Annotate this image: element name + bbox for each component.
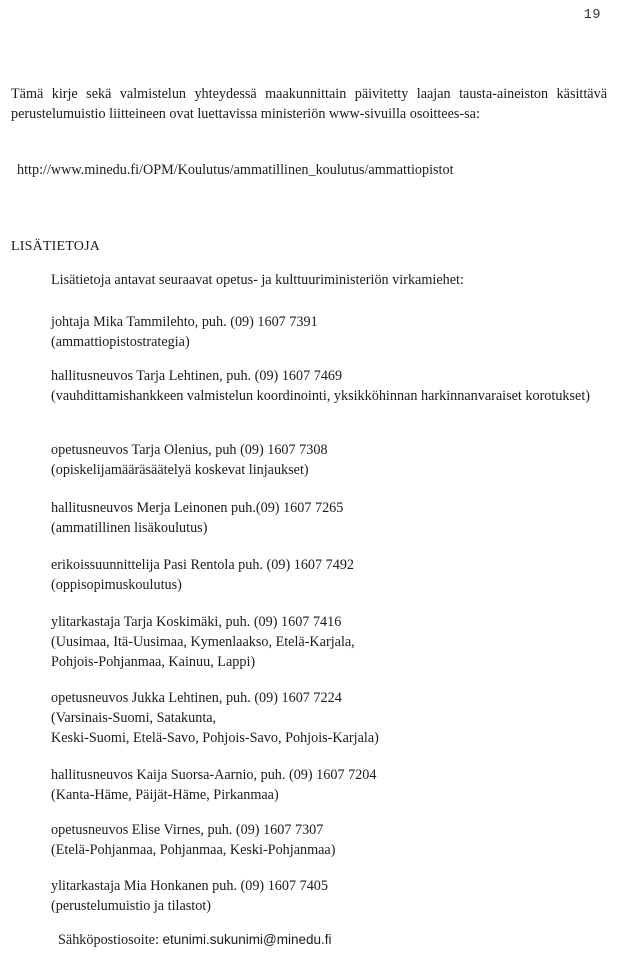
contact-name-line: opetusneuvos Tarja Olenius, puh (09) 1607 7308 [51, 442, 328, 458]
contacts-intro: Lisätietoja antavat seuraavat opetus- ja kulttuuriministeriön virkamiehet: [51, 272, 464, 288]
contact-entry [51, 440, 607, 480]
contact-description: (Varsinais-Suomi, Satakunta, [51, 710, 217, 726]
contact-description: (ammatillinen lisäkoulutus) [51, 520, 208, 536]
contact-description: Keski-Suomi, Etelä-Savo, Pohjois-Savo, Pohjois-Karjala) [51, 730, 379, 746]
contact-description: (ammattiopistostrategia) [51, 334, 190, 350]
ministry-url: http://www.minedu.fi/OPM/Koulutus/ammatillinen_koulutus/ammattiopistot [17, 162, 454, 178]
contact-name-line: hallitusneuvos Merja Leinonen puh.(09) 1607 7265 [51, 500, 344, 516]
contact-entry [51, 612, 607, 672]
contact-entry [51, 820, 607, 860]
contact-description: Pohjois-Pohjanmaa, Kainuu, Lappi) [51, 654, 256, 670]
contact-name-line: johtaja Mika Tammilehto, puh. (09) 1607 7391 [51, 314, 318, 330]
email-address: etunimi.sukunimi@minedu.fi [162, 932, 332, 947]
contact-description: (vauhdittamishankkeen valmistelun koordinointi, yksikköhinnan harkinnanvaraiset korotukset) [51, 388, 591, 404]
contact-description: (perustelumuistio ja tilastot) [51, 898, 211, 914]
contact-description: (Etelä-Pohjanmaa, Pohjanmaa, Keski-Pohjanmaa) [51, 842, 336, 858]
contact-description: (Uusimaa, Itä-Uusimaa, Kymenlaakso, Etelä-Karjala, [51, 634, 355, 650]
contact-name-line: ylitarkastaja Mia Honkanen puh. (09) 1607 7405 [51, 878, 328, 894]
contact-name-line: hallitusneuvos Tarja Lehtinen, puh. (09) 1607 7469 [51, 368, 343, 384]
email-label: Sähköpostiosoite: [58, 932, 163, 948]
contact-description: (oppisopimuskoulutus) [51, 577, 182, 593]
contact-entry [51, 366, 607, 406]
email-line [58, 932, 331, 949]
contact-name-line: ylitarkastaja Tarja Koskimäki, puh. (09) 1607 7416 [51, 614, 342, 630]
contact-name-line: opetusneuvos Elise Virnes, puh. (09) 1607 7307 [51, 822, 324, 838]
contact-entry [51, 765, 607, 805]
contact-entry [51, 688, 607, 748]
contact-entry [51, 498, 607, 538]
contact-name-line: opetusneuvos Jukka Lehtinen, puh. (09) 1607 7224 [51, 690, 342, 706]
contact-description: (opiskelijamääräsäätelyä koskevat linjaukset) [51, 462, 309, 478]
intro-paragraph: Tämä kirje sekä valmistelun yhteydessä maakunnittain päivitetty laajan tausta-aineiston käsittävä perustelumuistio liitteineen ovat luettavissa ministeriön www-sivuilla osoittees-sa: [11, 86, 607, 122]
contact-name-line: hallitusneuvos Kaija Suorsa-Aarnio, puh. (09) 1607 7204 [51, 767, 377, 783]
contact-name-line: erikoissuunnittelija Pasi Rentola puh. (09) 1607 7492 [51, 557, 355, 573]
contact-entry [51, 555, 607, 595]
contact-description: (Kanta-Häme, Päijät-Häme, Pirkanmaa) [51, 787, 279, 803]
page-number: 19 [583, 8, 601, 23]
contact-entry [51, 876, 607, 916]
section-heading: LISÄTIETOJA [11, 239, 101, 254]
contact-entry [51, 312, 607, 352]
